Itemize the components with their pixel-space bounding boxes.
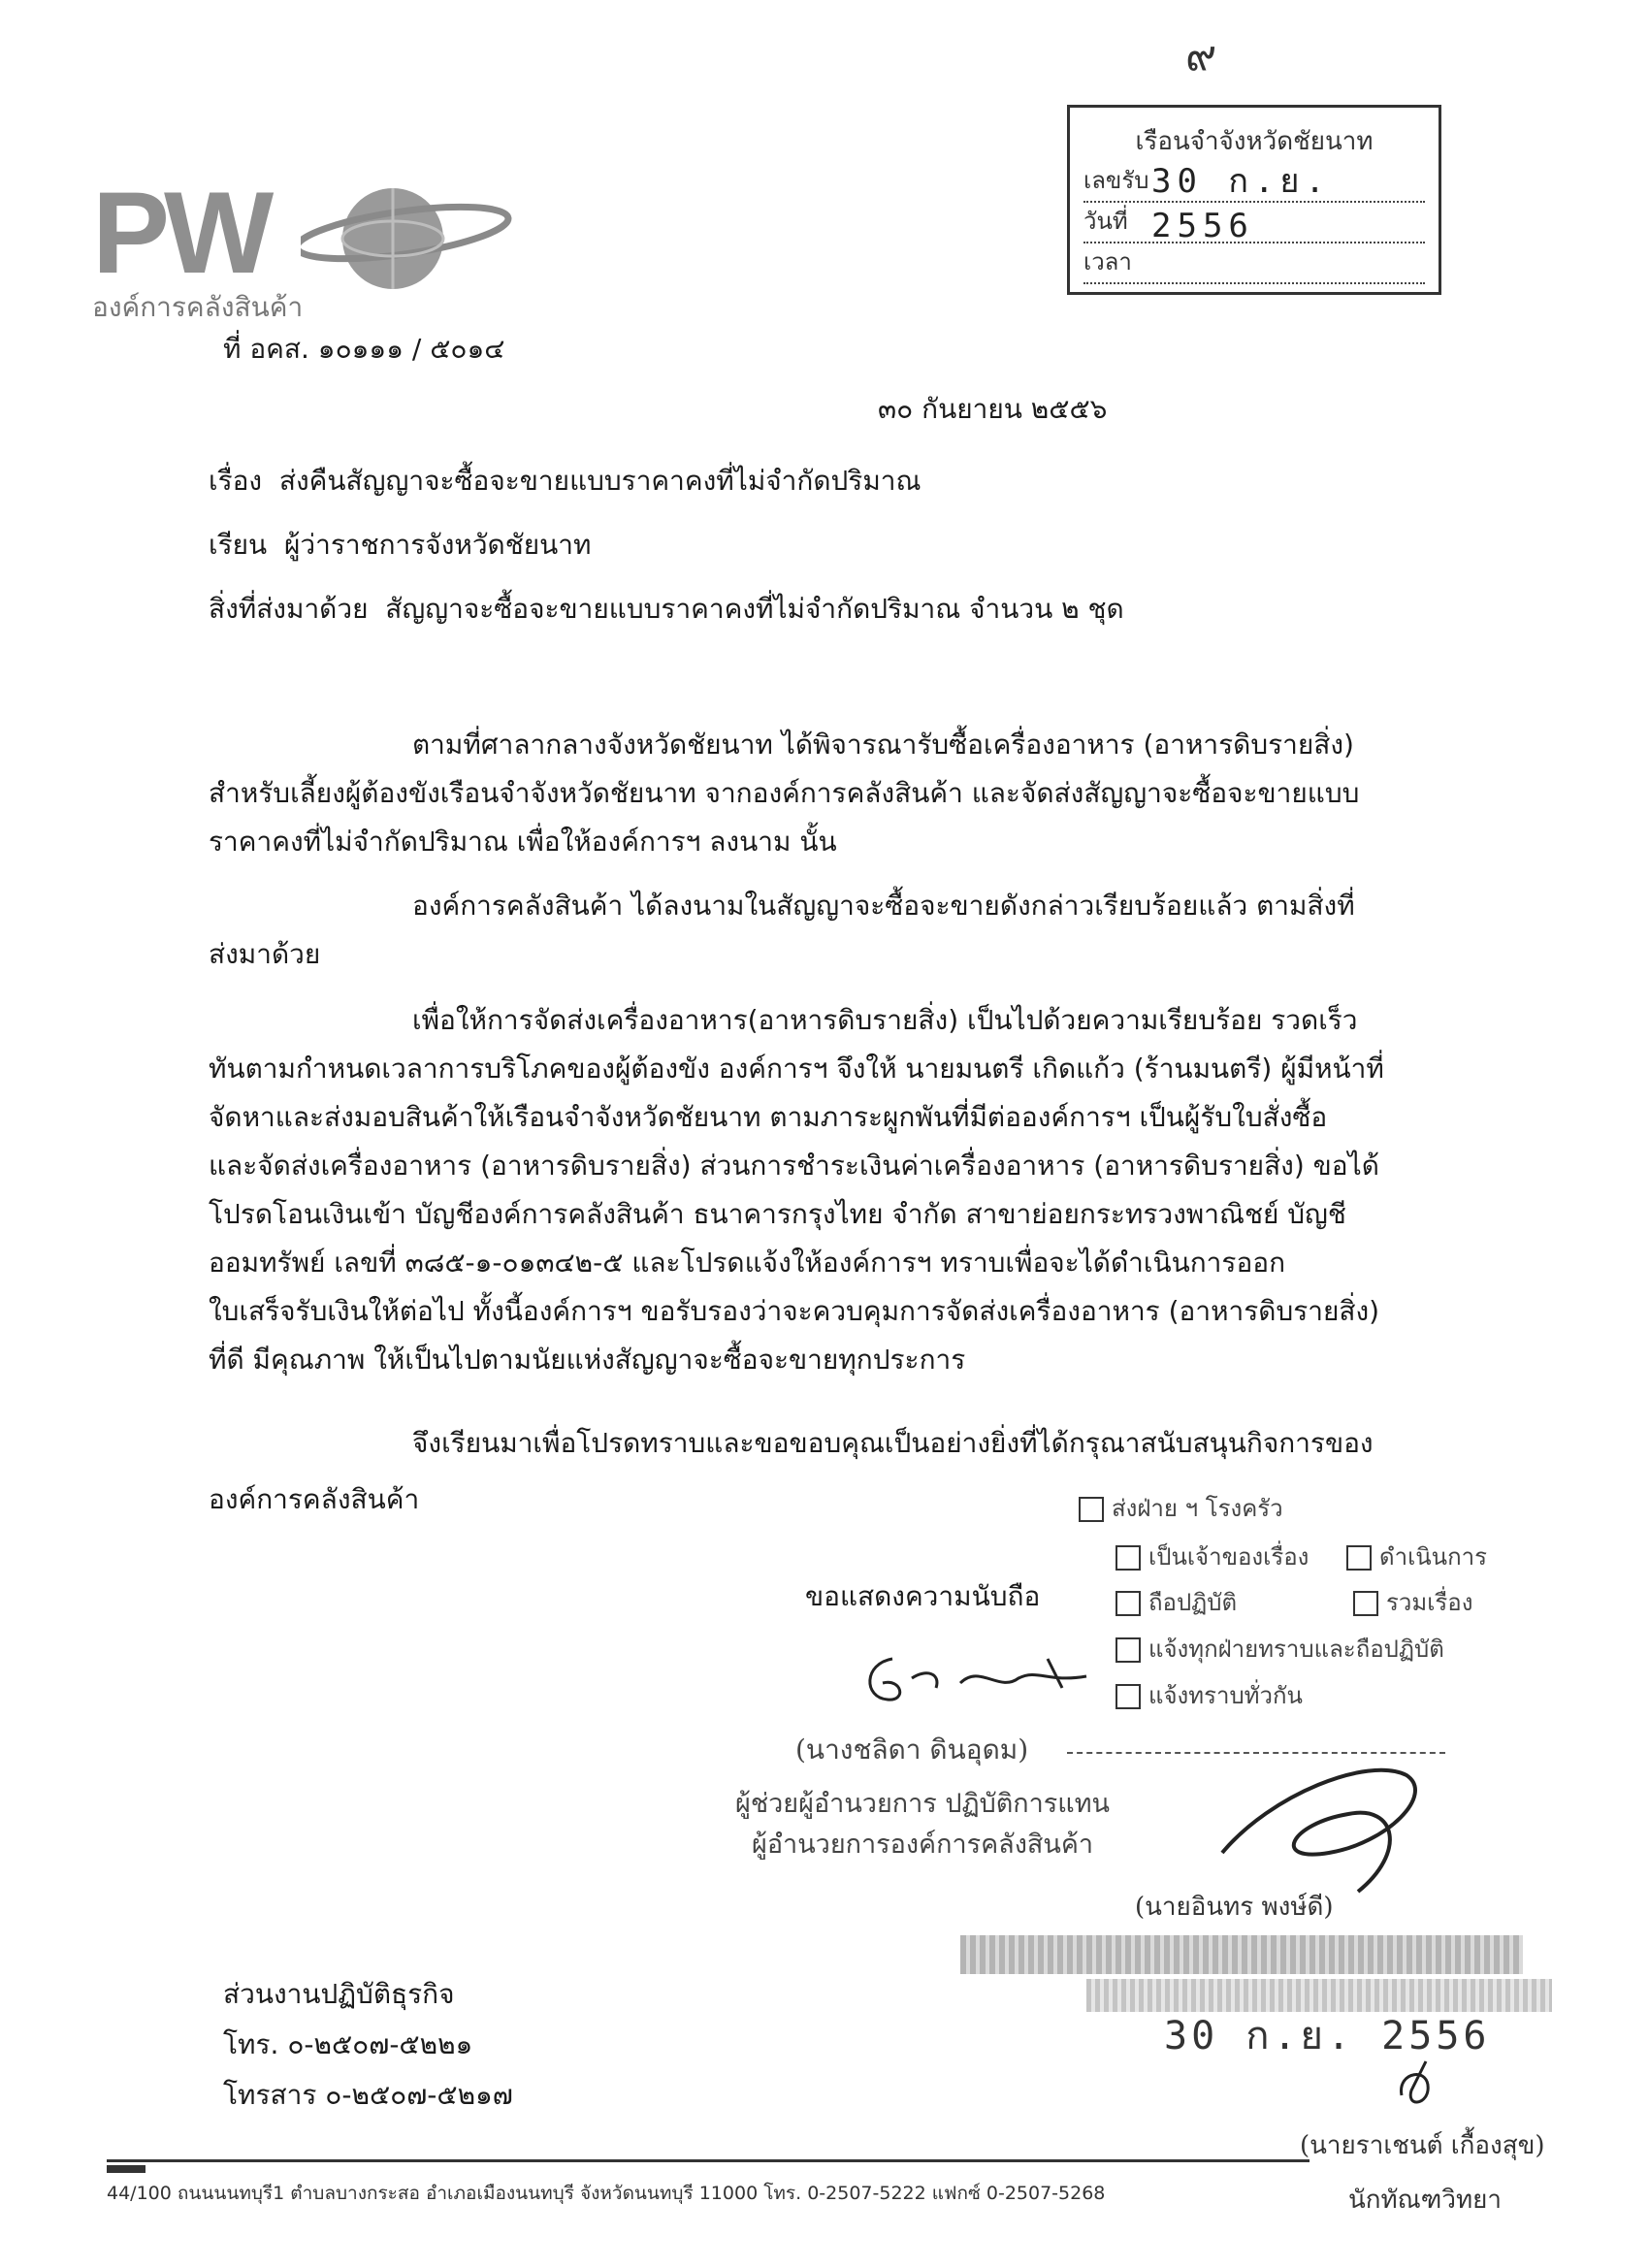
para3-line: ใบเสร็จรับเงินให้ต่อไป ทั้งนี้องค์การฯ ขอรับรองว่าจะควบคุมการจัดส่งเครื่องอาหาร (อาหารดิบรายสิ่ง) [209,1295,1380,1327]
receipt-stamp [1067,105,1441,295]
para3-line: ออมทรัพย์ เลขที่ ๓๘๕-๑-๐๑๓๔๒-๕ และโปรดแจ้งให้องค์การฯ ทราบเพื่อจะได้ดำเนินการออก [209,1247,1286,1279]
stamp-label: วันที่ [1083,208,1128,235]
annotation-name: (นายอินทร พงษ์ดี) [1135,1893,1334,1922]
letter-date: ๓๐ กันยายน ๒๕๕๖ [878,393,1108,425]
para1-line: สำหรับเลี้ยงผู้ต้องขังเรือนจำจังหวัดชัยนาท จากองค์การคลังสินค้า และจัดส่งสัญญาจะซื้อจะขายแบบ [209,777,1360,809]
para3-line: ที่ดี มีคุณภาพ ให้เป็นไปตามนัยแห่งสัญญาจะซื้อจะขายทุกประการ [209,1344,966,1376]
checkbox-icon [1116,1684,1141,1709]
closing-line: จึงเรียนมาเพื่อโปรดทราบและขอขอบคุณเป็นอย่างยิ่งที่ได้กรุณาสนับสนุนกิจการของ [412,1427,1374,1459]
recipient-label: เรียน [209,529,268,561]
checkbox-icon [1116,1591,1141,1616]
para3-line: เพื่อให้การจัดส่งเครื่องอาหาร(อาหารดิบรายสิ่ง) เป็นไปด้วยความเรียบร้อย รวดเร็ว [412,1004,1358,1036]
para3-line: ทันตามกำหนดเวลาการบริโภคของผู้ต้องขัง องค์การฯ จึงให้ นายมนตรี เกิดแก้ว (ร้านมนตรี) ผู้มีหน้าที่ [209,1053,1384,1085]
footer-address: 44/100 ถนนนนทบุรี1 ตำบลบางกระสอ อำเภอเมืองนนทบุรี จังหวัดนนทบุรี 11000 โทร. 0-2507-5222 แฟกซ์ 0-2507-5268 [107,2183,1106,2204]
stamp-row-time [1083,249,1425,284]
stamp-title: เรือนจำจังหวัดชัยนาท [1135,127,1374,156]
routing-item: เป็นเจ้าของเรื่อง [1116,1538,1309,1575]
signature-icon [1212,1736,1445,1901]
signer-title: ผู้อำนวยการองค์การคลังสินค้า [752,1830,1094,1860]
routing-item: รวมเรื่อง [1353,1583,1472,1621]
subject-label: เรื่อง [209,465,263,497]
contact-fax: โทรสาร ๐-๒๕๐๗-๕๒๑๗ [223,2079,513,2111]
signer-name: (นางชลิดา ดินอุดม) [795,1733,1029,1766]
reference-number: ที่ อคส. ๑๐๑๑๑ / ๕๐๑๔ [223,333,505,365]
blurred-stamp [960,1935,1523,1974]
routing-item: ส่งฝ่าย ฯ โรงครัว [1079,1489,1283,1527]
para3-line: โปรดโอนเงินเข้า บัญชีองค์การคลังสินค้า ธนาคารกรุงไทย จำกัด สาขาย่อยกระทรวงพาณิชย์ บัญชี [209,1198,1346,1230]
contact-department: ส่วนงานปฏิบัติธุรกิจ [223,1978,455,2010]
contact-tel: โทร. ๐-๒๕๐๗-๕๒๒๑ [223,2028,473,2060]
subject-text: ส่งคืนสัญญาจะซื้อจะขายแบบราคาคงที่ไม่จำกัดปริมาณ [278,465,922,497]
para2-line: องค์การคลังสินค้า ได้ลงนามในสัญญาจะซื้อจะขายดังกล่าวเรียบร้อยแล้ว ตามสิ่งที่ [412,890,1355,922]
routing-item: ถือปฏิบัติ [1116,1583,1237,1621]
closing-line: องค์การคลังสินค้า [209,1483,420,1515]
signature-icon [854,1639,1106,1717]
signer-title: ผู้ช่วยผู้อำนวยการ ปฏิบัติการแทน [735,1789,1110,1819]
para1-line: ตามที่ศาลากลางจังหวัดชัยนาท ได้พิจารณารับซื้อเครื่องอาหาร (อาหารดิบรายสิ่ง) [412,729,1354,761]
para3-line: และจัดส่งเครื่องอาหาร (อาหารดิบรายสิ่ง) ส่วนการชำระเงินค่าเครื่องอาหาร (อาหารดิบรายสิ่ง) ขอได้ [209,1150,1379,1182]
enclosure-text: สัญญาจะซื้อจะขายแบบราคาคงที่ไม่จำกัดปริมาณ จำนวน ๒ ชุด [385,593,1124,625]
footer-rule-accent [107,2165,146,2173]
enclosure-line [209,588,1124,631]
logo-org-name: องค์การคลังสินค้า [92,291,304,323]
enclosure-label: สิ่งที่ส่งมาด้วย [209,593,369,625]
stamp-value: 30 ก.ย. 2556 [1151,162,1331,245]
routing-item: แจ้งทุกฝ่ายทราบและถือปฏิบัติ [1116,1630,1444,1668]
para1-line: ราคาคงที่ไม่จำกัดปริมาณ เพื่อให้องค์การฯ ลงนาม นั้น [209,826,837,858]
recipient-line [209,524,591,567]
subject-line [209,460,922,502]
checkbox-icon [1079,1497,1104,1522]
checkbox-icon [1353,1591,1378,1616]
approval-date-stamp: 30 ก.ย. 2556 [1164,2014,1491,2058]
globe-icon [301,182,514,294]
stamp-label: เลขรับ [1083,167,1149,194]
logo-letters: PW [92,168,269,298]
annotation-name: (นายราเชนต์ เกื้องสุข) [1300,2131,1545,2160]
checkbox-icon [1346,1545,1372,1571]
page-number: ๙ [1185,31,1217,81]
checkbox-icon [1116,1545,1141,1571]
annotation-title: นักทัณฑวิทยา [1348,2186,1502,2215]
footer-rule [107,2159,1310,2162]
routing-item: ดำเนินการ [1346,1538,1487,1575]
para2-line: ส่งมาด้วย [209,938,321,970]
recipient-text: ผู้ว่าราชการจังหวัดชัยนาท [283,529,592,561]
regards: ขอแสดงความนับถือ [805,1580,1041,1612]
stamp-label: เวลา [1083,248,1132,275]
checkbox-icon [1116,1637,1141,1663]
pwo-logo [92,168,441,323]
routing-item: แจ้งทราบทั่วกัน [1116,1676,1303,1714]
initials-icon [1387,2057,1445,2115]
para3-line: จัดหาและส่งมอบสินค้าให้เรือนจำจังหวัดชัยนาท ตามภาระผูกพันที่มีต่อองค์การฯ เป็นผู้รับใบสั่งซื้อ [209,1101,1328,1133]
